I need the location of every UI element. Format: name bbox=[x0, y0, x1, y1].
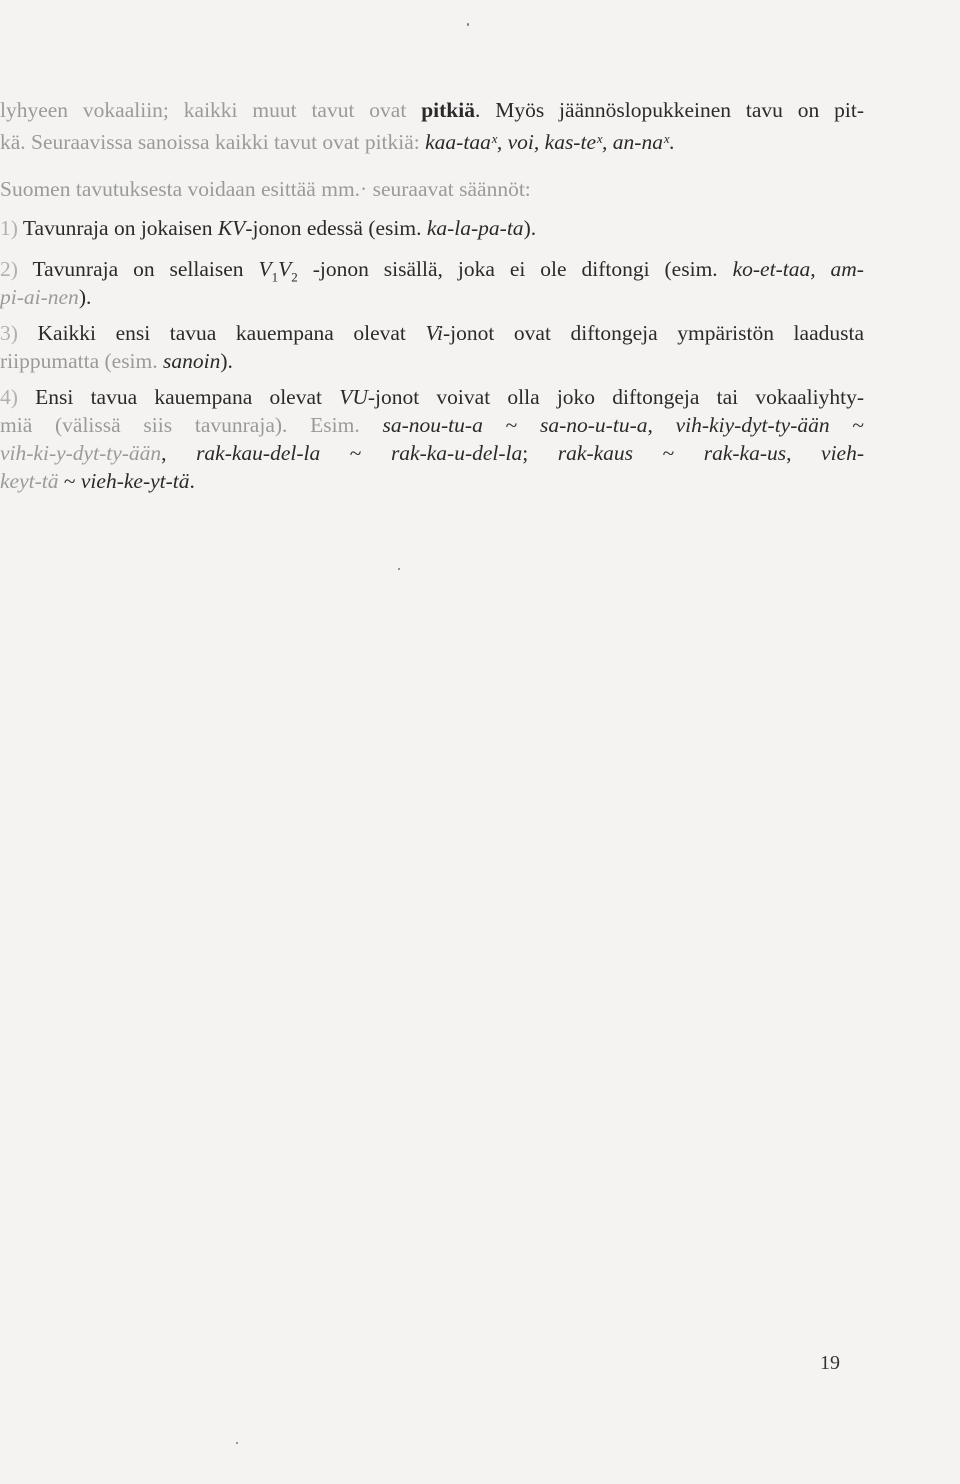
vowel-subscript: 2 bbox=[291, 269, 298, 285]
rule-example: ka-la-pa-ta bbox=[426, 216, 524, 240]
intro-text: . Myös jäännöslopukkeinen tavu on pit- bbox=[474, 98, 864, 122]
tilde-symbol: ~ bbox=[852, 413, 865, 437]
rule-example: vieh- bbox=[821, 441, 864, 465]
punctuation: . bbox=[189, 469, 195, 493]
rule-example: rak-ka-us bbox=[703, 441, 787, 465]
intro-text: kä. Seuraavissa sanoissa kaikki tavut ovat pitkiä: bbox=[0, 130, 426, 154]
rule-example: sa-no-u-tu-a bbox=[540, 413, 648, 437]
tilde-symbol: ~ bbox=[349, 441, 362, 465]
rules-intro-text: Suomen tavutuksesta voidaan esittää mm.· seuraavat säännöt: bbox=[0, 177, 531, 201]
rule-text: -jonon sisällä, joka ei ole diftongi (esim. bbox=[297, 257, 733, 281]
rule-text: miä (välissä siis tavunraja). Esim. bbox=[0, 413, 383, 437]
rule-example: rak-kau-del-la bbox=[196, 441, 321, 465]
scan-speck bbox=[236, 1442, 238, 1444]
page-number: 19 bbox=[820, 1352, 840, 1374]
punctuation: . bbox=[669, 130, 675, 154]
rule-3-line-1 bbox=[0, 320, 864, 346]
intro-line-1 bbox=[0, 97, 864, 123]
rule-example: rak-ka-u-del-la bbox=[390, 441, 523, 465]
punctuation: ; bbox=[522, 441, 529, 465]
rule-number: 3) bbox=[0, 321, 18, 345]
rule-2-line-2 bbox=[0, 284, 864, 310]
scan-speck bbox=[398, 568, 400, 570]
rule-text: Kaikki ensi tavua kauempana olevat bbox=[37, 321, 426, 345]
rule-number: 4) bbox=[0, 385, 18, 409]
rule-term: KV bbox=[217, 216, 246, 240]
rule-number: 2) bbox=[0, 257, 18, 281]
rules-intro bbox=[0, 176, 864, 202]
rule-text: -jonot ovat diftongeja ympäristön laadusta bbox=[443, 321, 864, 345]
rule-text: Ensi tavua kauempana olevat bbox=[35, 385, 340, 409]
tilde-symbol: ~ bbox=[63, 469, 76, 493]
intro-text: lyhyeen vokaaliin; kaikki muut tavut ovat bbox=[0, 98, 422, 122]
rule-4-line-3 bbox=[0, 440, 864, 466]
rule-text: Tavunraja on jokaisen bbox=[22, 216, 218, 240]
rule-text: riippumatta (esim. bbox=[0, 349, 164, 373]
punctuation: , bbox=[786, 441, 792, 465]
punctuation: ). bbox=[220, 349, 233, 373]
rule-4-line-2 bbox=[0, 412, 864, 438]
punctuation: ). bbox=[523, 216, 537, 240]
rule-number: 1) bbox=[0, 216, 18, 240]
rule-example: sanoin bbox=[163, 349, 221, 373]
punctuation: , bbox=[161, 441, 167, 465]
vowel-symbol: V bbox=[258, 257, 272, 281]
rule-1 bbox=[0, 215, 864, 241]
vowel-symbol: V bbox=[278, 257, 292, 281]
rule-3-line-2 bbox=[0, 348, 864, 374]
tilde-symbol: ~ bbox=[505, 413, 518, 437]
rule-example: vih-kiy-dyt-ty-ään bbox=[675, 413, 830, 437]
rule-term: Vi bbox=[425, 321, 443, 345]
rule-example: pi-ai-nen bbox=[0, 285, 79, 309]
rule-example: vieh-ke-yt-tä bbox=[80, 469, 190, 493]
rule-text: Tavunraja on sellaisen bbox=[32, 257, 259, 281]
punctuation: , bbox=[647, 413, 653, 437]
intro-line-2 bbox=[0, 129, 864, 155]
rule-text: -jonot voivat olla joko diftongeja tai vokaaliyhty- bbox=[367, 385, 864, 409]
rule-4-line-4 bbox=[0, 468, 864, 494]
tilde-symbol: ~ bbox=[662, 441, 675, 465]
punctuation: ). bbox=[78, 285, 92, 309]
rule-example: vih-ki-y-dyt-ty-ään bbox=[0, 441, 162, 465]
rule-example: rak-kaus bbox=[557, 441, 634, 465]
bold-term: pitkiä bbox=[421, 98, 475, 122]
example-words: kaa-taaˣ, voi, kas-teˣ, an-naˣ bbox=[425, 130, 670, 154]
rule-example: keyt-tä bbox=[0, 469, 59, 493]
scan-speck bbox=[467, 23, 469, 26]
rule-text: -jonon edessä (esim. bbox=[245, 216, 427, 240]
rule-example: ko-et-taa, am- bbox=[732, 257, 864, 281]
rule-example: sa-nou-tu-a bbox=[382, 413, 483, 437]
rule-4-line-1 bbox=[0, 384, 864, 410]
rule-term: VU bbox=[339, 385, 368, 409]
vowel-subscript: 1 bbox=[271, 269, 279, 285]
